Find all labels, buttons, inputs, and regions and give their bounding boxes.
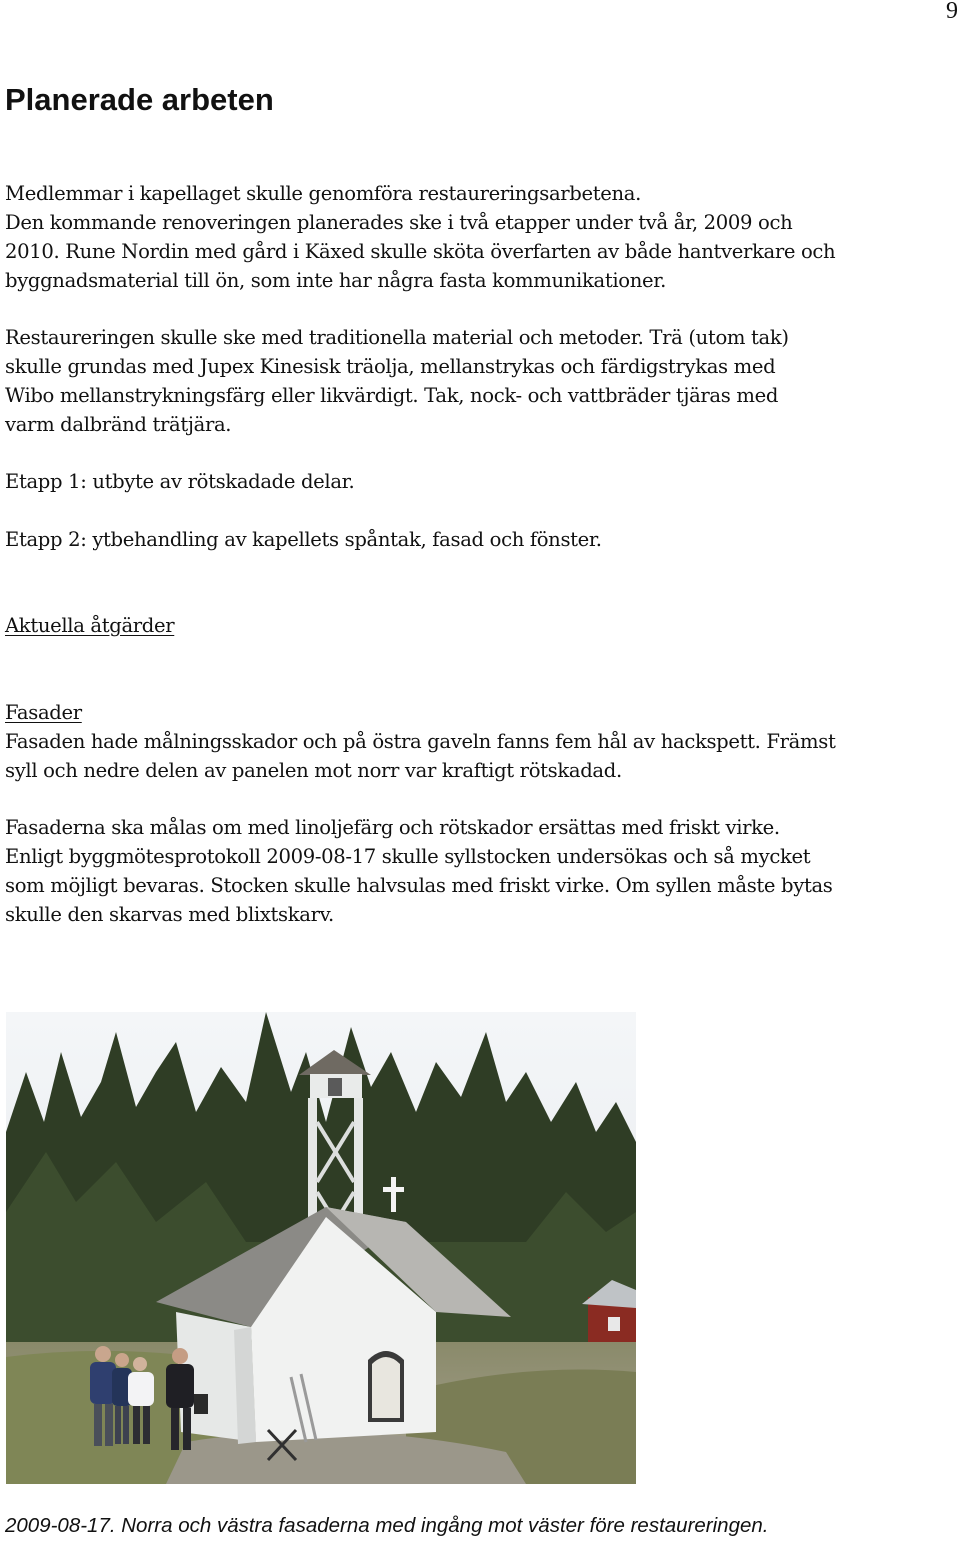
text-line: Medlemmar i kapellaget skulle genomföra restaureringsarbetena.: [5, 182, 641, 205]
text-line: syll och nedre delen av panelen mot norr var kraftigt rötskadad.: [5, 759, 622, 782]
facade-repair-paragraph: [5, 813, 960, 929]
text-line: varm dalbränd trätjära.: [5, 413, 232, 436]
text-line: Fasaderna ska målas om med linoljefärg och rötskador ersättas med friskt virke.: [5, 816, 780, 839]
chapel-photo: [6, 1012, 636, 1484]
etapp-2-line: Etapp 2: ytbehandling av kapellets spåntak, fasad och fönster.: [5, 528, 602, 551]
page-title: Planerade arbeten: [5, 82, 274, 117]
text-line: Restaureringen skulle ske med traditionella material och metoder. Trä (utom tak): [5, 326, 789, 349]
facade-damage-paragraph: [5, 727, 960, 785]
text-line: Den kommande renoveringen planerades ske i två etapper under två år, 2009 och: [5, 211, 793, 234]
intro-paragraph: [5, 179, 960, 295]
text-line: skulle den skarvas med blixtskarv.: [5, 903, 334, 926]
text-line: Enligt byggmötesprotokoll 2009-08-17 skulle syllstocken undersökas och så mycket: [5, 845, 811, 868]
section-heading-aktuella-atgarder: Aktuella åtgärder: [5, 614, 175, 637]
text-line: skulle grundas med Jupex Kinesisk träolja, mellanstrykas och färdigstrykas med: [5, 355, 776, 378]
photo-caption: 2009-08-17. Norra och västra fasaderna med ingång mot väster före restaureringen.: [5, 1514, 769, 1537]
text-line: Wibo mellanstrykningsfärg eller likvärdigt. Tak, nock- och vattbräder tjäras med: [5, 384, 779, 407]
subheading-fasader: Fasader: [5, 701, 82, 724]
text-line: byggnadsmaterial till ön, som inte har några fasta kommunikationer.: [5, 269, 666, 292]
page-number: 9: [946, 0, 958, 24]
text-line: 2010. Rune Nordin med gård i Käxed skulle sköta överfarten av både hantverkare och: [5, 240, 836, 263]
etapp-1-line: Etapp 1: utbyte av rötskadade delar.: [5, 470, 355, 493]
materials-paragraph: [5, 323, 960, 439]
text-line: som möjligt bevaras. Stocken skulle halvsulas med friskt virke. Om syllen måste bytas: [5, 874, 833, 897]
text-line: Fasaden hade målningsskador och på östra gaveln fanns fem hål av hackspett. Främst: [5, 730, 836, 753]
